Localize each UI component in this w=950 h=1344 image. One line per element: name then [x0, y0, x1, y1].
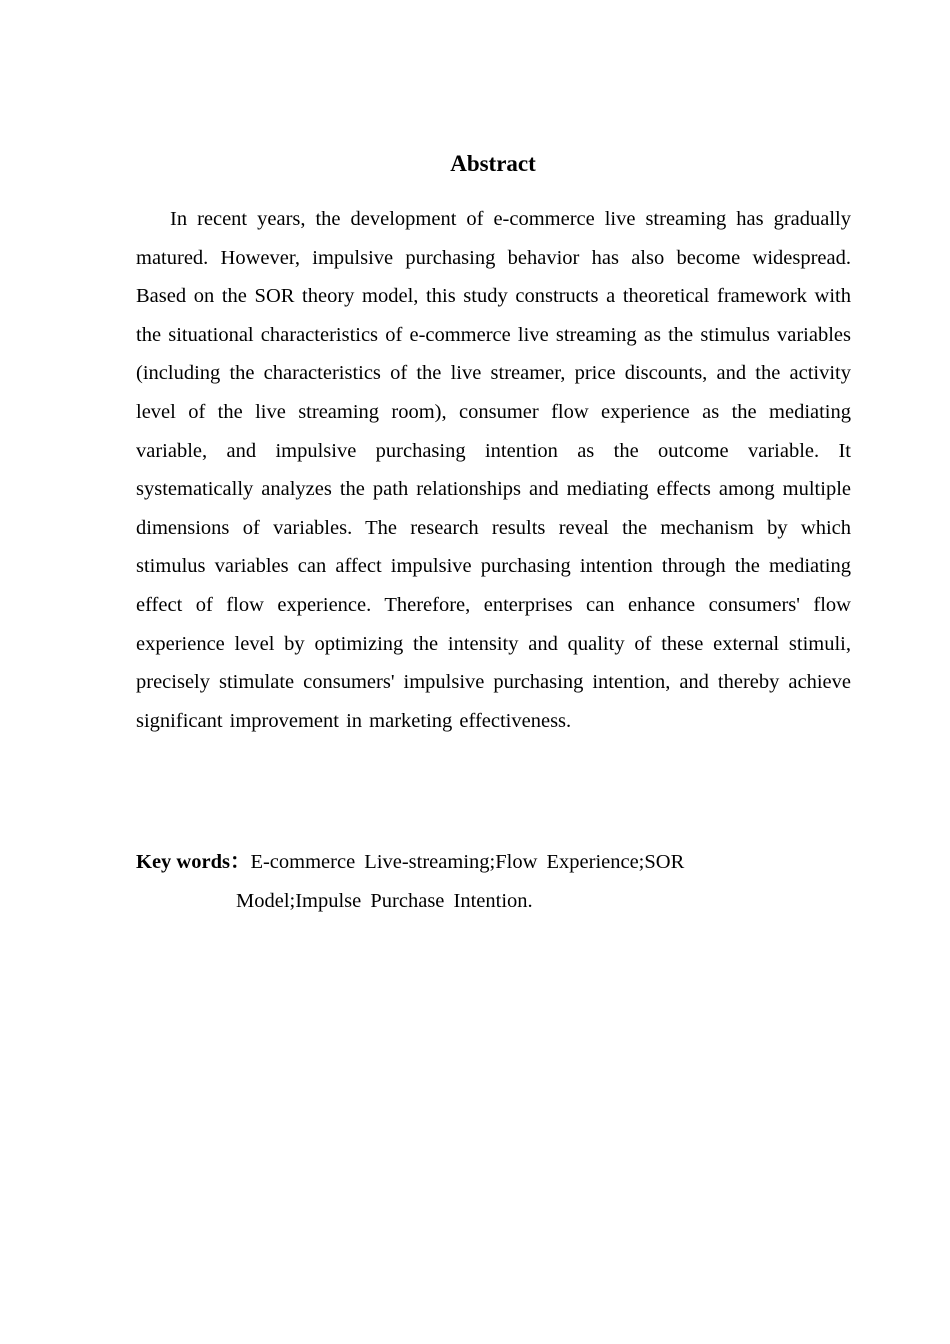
keywords-label: Key words — [136, 851, 230, 873]
keywords-text-line-2: Model;Impulse Purchase Intention. — [236, 890, 533, 912]
keywords-section — [136, 843, 851, 921]
keywords-line-2 — [136, 882, 851, 921]
abstract-title: Abstract — [450, 151, 536, 176]
keywords-line-1 — [136, 843, 851, 882]
keywords-separator: ： — [229, 851, 251, 873]
abstract-body: In recent years, the development of e-commerce live streaming has gradually matured. However, impulsive purchasing behavior has also become widespread. Based on the SOR theory model, this study constructs a theoretical framework with the situational characteristics of e-commerce live streaming as the stimulus variables (including the characteristics of the live streamer, price discounts, and the activity level of the live streaming room), consumer flow experience as the mediating variable, and impulsive purchasing intention as the outcome variable. It systematically analyzes the path relationships and mediating effects among multiple dimensions of variables. The research results reveal the mechanism by which stimulus variables can affect impulsive purchasing intention through the mediating effect of flow experience. Therefore, enterprises can enhance consumers' flow experience level by optimizing the intensity and quality of these external stimuli, precisely stimulate consumers' impulsive purchasing intention, and thereby achieve significant improvement in marketing effectiveness. — [136, 208, 851, 732]
keywords-text-line-1: E-commerce Live-streaming;Flow Experience;SOR — [250, 851, 685, 873]
